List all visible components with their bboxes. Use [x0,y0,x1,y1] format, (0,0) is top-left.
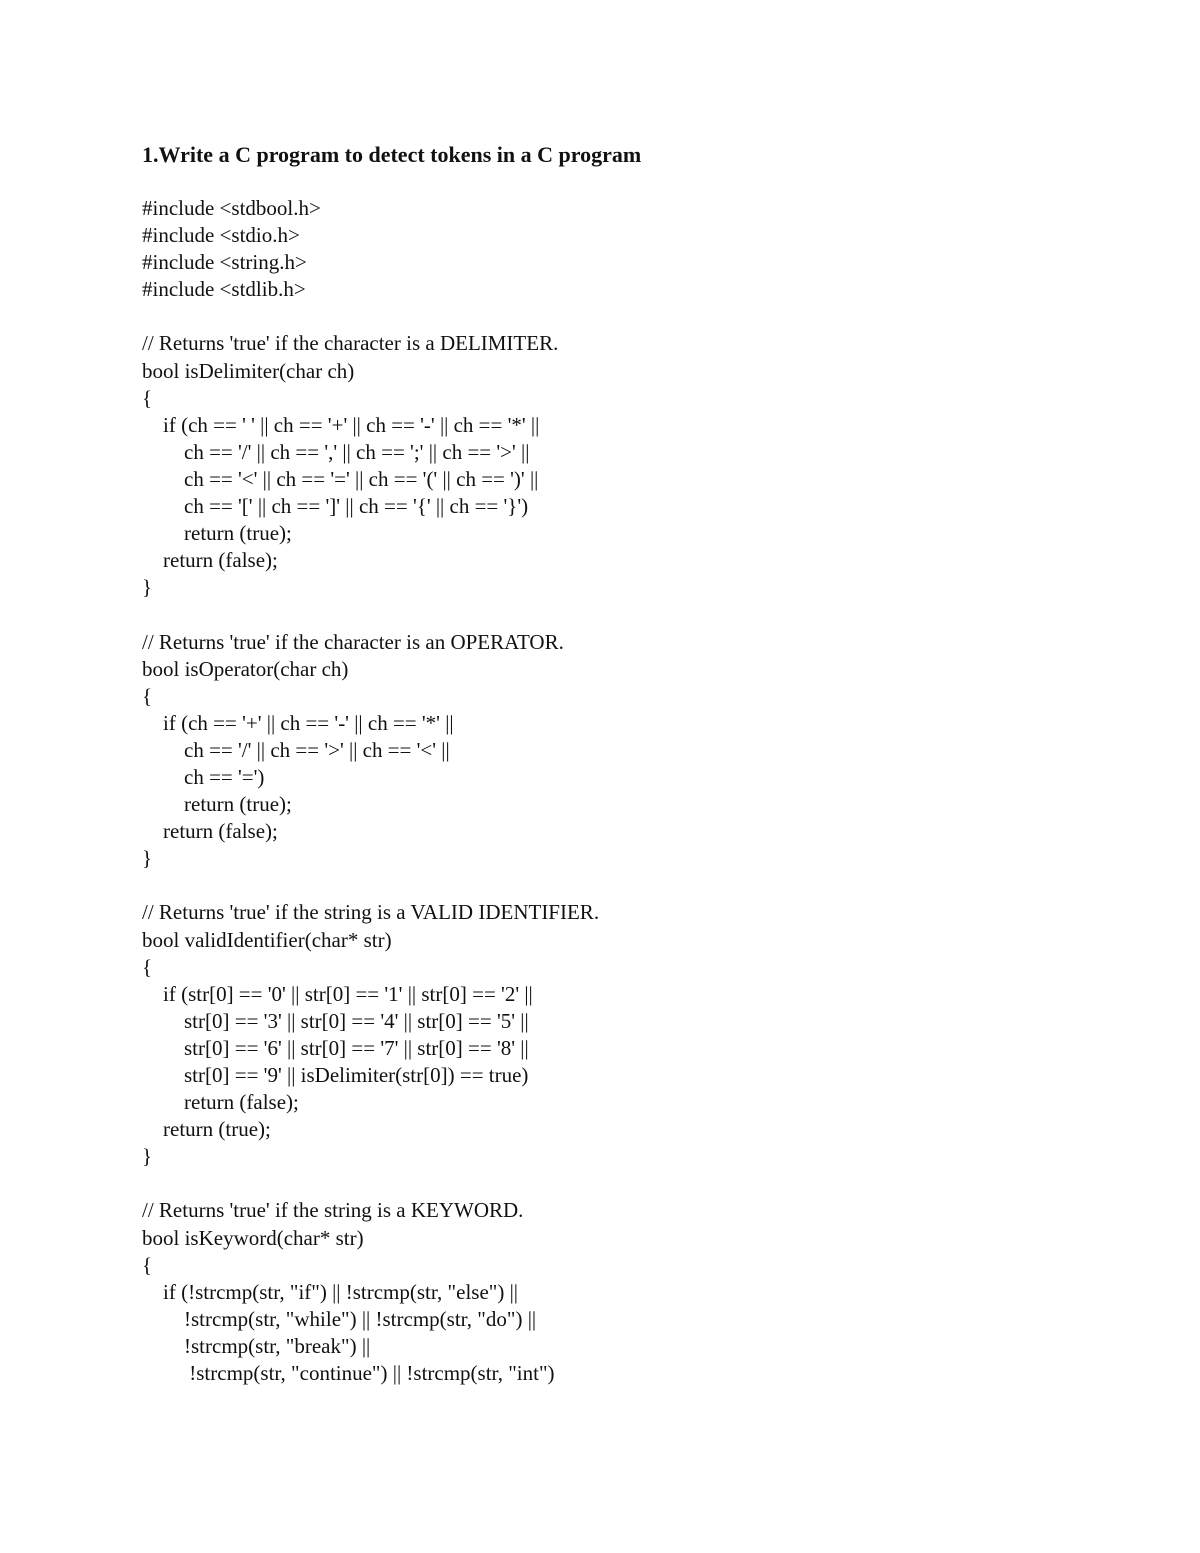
code-line: return (false); [142,819,278,844]
code-line: str[0] == '3' || str[0] == '4' || str[0] == '5' || [142,1008,529,1033]
code-line: bool isKeyword(char* str) [142,1225,364,1250]
code-line: ch == '[' || ch == ']' || ch == '{' || ch == '}') [142,494,529,519]
code-line: if (ch == '+' || ch == '-' || ch == '*' || [142,710,454,735]
code-line: !strcmp(str, "continue") || !strcmp(str, "int") [142,1361,555,1386]
code-line: { [142,385,153,410]
code-line: #include <stdlib.h> [142,277,306,302]
code-line: // Returns 'true' if the string is a KEYWORD. [142,1198,524,1223]
page-title: 1.Write a C program to detect tokens in a C program [142,142,642,167]
code-line [142,872,599,899]
code-line: return (true); [142,792,292,817]
code-line: } [142,575,153,600]
code-block [142,195,599,1387]
code-line: { [142,683,153,708]
code-line [142,303,599,330]
code-line: if (!strcmp(str, "if") || !strcmp(str, "else") || [142,1279,518,1304]
code-line: str[0] == '9' || isDelimiter(str[0]) == true) [142,1063,529,1087]
code-line: // Returns 'true' if the string is a VALID IDENTIFIER. [142,900,600,925]
code-line: bool isDelimiter(char ch) [142,358,355,383]
code-line: #include <stdbool.h> [142,196,321,220]
code-line: #include <stdio.h> [142,223,300,248]
code-line [142,601,599,628]
code-line: ch == '/' || ch == ',' || ch == ';' || ch == '>' || [142,439,530,464]
code-line: ch == '<' || ch == '=' || ch == '(' || ch == ')' || [142,466,539,491]
code-line: bool isOperator(char ch) [142,656,349,681]
code-line: } [142,1144,153,1169]
code-line: if (str[0] == '0' || str[0] == '1' || str[0] == '2' || [142,981,533,1006]
code-line: if (ch == ' ' || ch == '+' || ch == '-' || ch == '*' || [142,412,540,437]
code-line: { [142,954,153,979]
code-line: bool validIdentifier(char* str) [142,927,392,952]
code-line: return (false); [142,1090,299,1115]
code-line: !strcmp(str, "break") || [142,1333,371,1358]
code-line: return (false); [142,548,278,573]
code-line: { [142,1252,153,1277]
code-line: str[0] == '6' || str[0] == '7' || str[0] == '8' || [142,1035,529,1060]
code-line: } [142,846,153,871]
code-line: return (true); [142,521,292,546]
code-line: !strcmp(str, "while") || !strcmp(str, "do") || [142,1306,537,1331]
code-line: // Returns 'true' if the character is an OPERATOR. [142,629,564,654]
code-line: ch == '=') [142,764,265,789]
code-line: ch == '/' || ch == '>' || ch == '<' || [142,737,450,762]
code-line: #include <string.h> [142,250,307,275]
code-line: return (true); [142,1117,271,1142]
code-line: // Returns 'true' if the character is a DELIMITER. [142,331,559,356]
code-line [142,1170,599,1197]
